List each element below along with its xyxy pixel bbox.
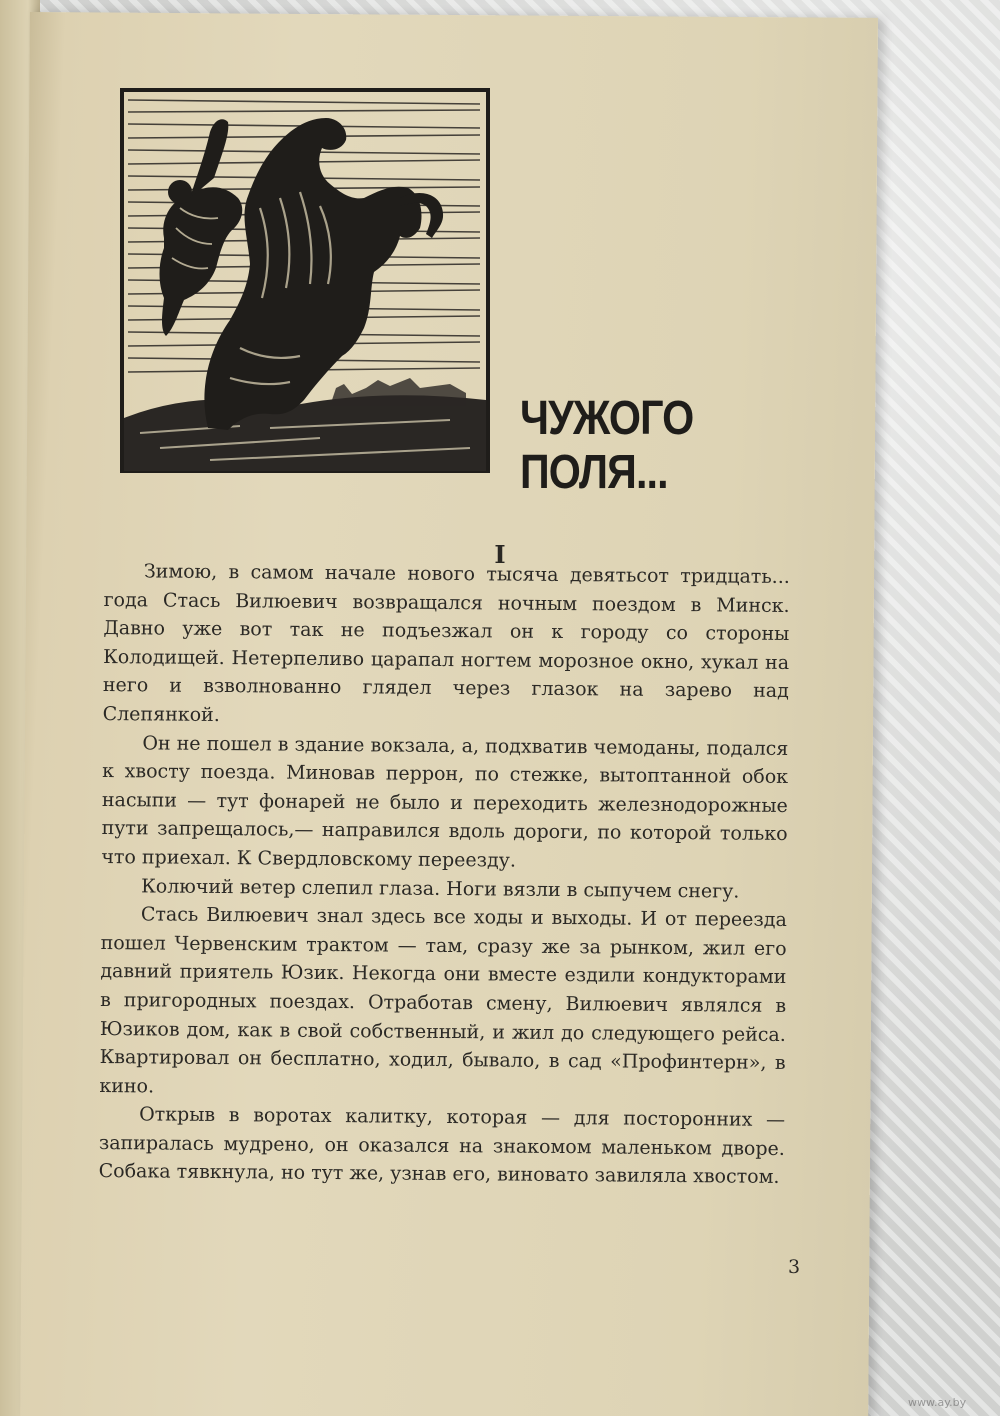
chapter-number: I: [494, 540, 506, 569]
chapter-title: [520, 392, 726, 500]
paragraph: Он не пошел в здание вокзала, а, подхватив чемоданы, подался к хвосту поезда. Миновав перрон, по стежке, вытоптанной обок насыпи — тут фонарей не было и переходить железнодорожные пути запрещалось,— направился вдоль дороги, по которой только что приехал. К Свердловскому переезду.: [101, 731, 789, 872]
chapter-body-text: [99, 557, 790, 1192]
horse-rider-woodcut-illustration: [120, 88, 490, 473]
page-number: 3: [788, 1256, 801, 1278]
chapter-title-line-2: ПОЛЯ...: [520, 446, 668, 499]
paragraph: Открыв в воротах калитку, которая — для посторонних — запиралась мудрено, он оказался на знакомом маленьком дворе. Собака тявкнула, но тут же, узнав его, виновато завиляла хвостом.: [98, 1103, 786, 1189]
paragraph: Стась Вилюевич знал здесь все ходы и выходы. И от переезда пошел Червенским трактом — там, сразу же за рынком, жил его давний приятель Юзик. Некогда они вместе ездили кондукторами в пригородных поездах. Отработав смену, Вилюевич являлся в Юзиков дом, как в свой собственный, и жил до следующего рейса. Квартировал он бесплатно, ходил, бывало, в сад «Профинтерн», в кино.: [99, 903, 787, 1098]
paragraph: Зимою, в самом начале нового тысяча девятьсот тридцать... года Стась Вилюевич возвращался ночным поездом в Минск. Давно уже вот так не подъезжал он к городу со стороны Колодищей. Нетерпеливо царапал ногтем морозное окно, хукал на него и взволнованно глядел через глазок на зарево над Слепянкой.: [102, 560, 790, 726]
paragraph: Колючий ветер слепил глаза. Ноги вязли в сыпучем снегу.: [141, 874, 740, 903]
site-watermark: www.ay.by: [908, 1396, 967, 1409]
chapter-title-line-1: ЧУЖОГО: [520, 392, 694, 445]
